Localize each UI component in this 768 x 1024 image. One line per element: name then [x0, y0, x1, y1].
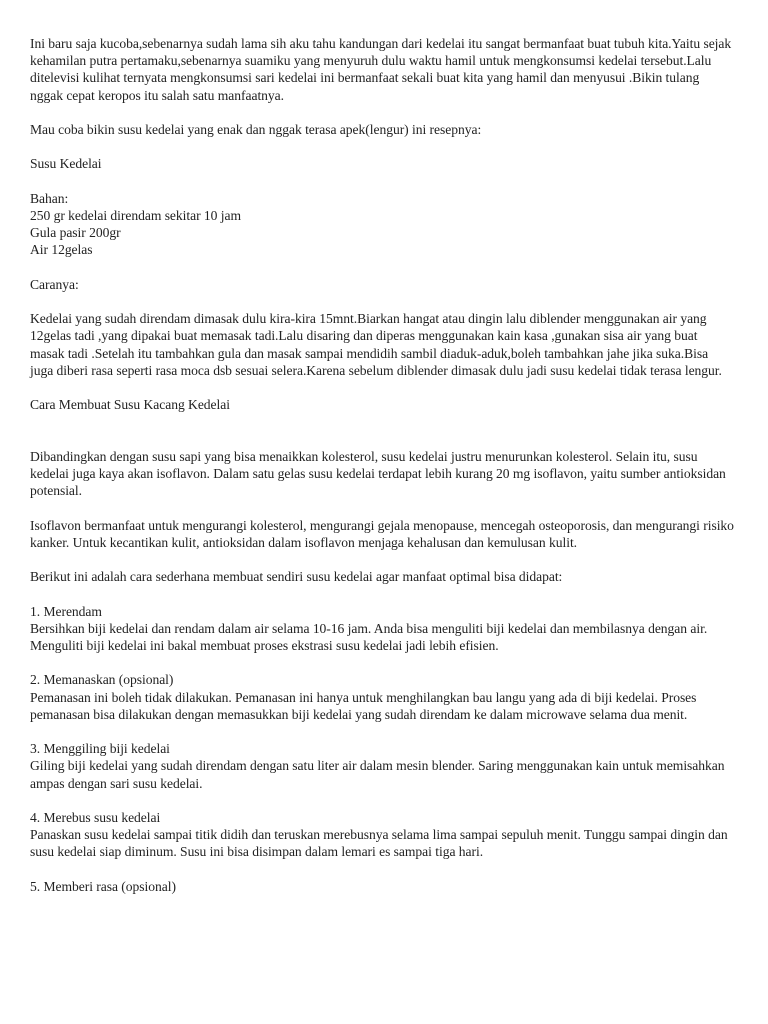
method-label: Caranya:	[30, 276, 79, 292]
step-title: 1. Merendam	[30, 603, 102, 619]
step-block	[30, 809, 734, 861]
ingredients-label: Bahan:	[30, 190, 69, 206]
ingredients-block	[30, 190, 734, 259]
intro-paragraph: Ini baru saja kucoba,sebenarnya sudah lama sih aku tahu kandungan dari kedelai itu sangat bermanfaat buat tubuh kita.Yaitu sejak kehamilan putra pertamaku,sebenarnya suamiku yang menyuruh dulu waktu hamil untuk mengkonsumsi kedelai tersebut.Lalu ditelevisi kulihat ternyata mengkonsumsi sari kedelai ini bermanfaat sekali buat kita yang hamil dan menyusui .Bikin tulang nggak cepat keropos itu salah satu manfaatnya.	[30, 36, 732, 103]
step-title: 5. Memberi rasa (opsional)	[30, 878, 176, 894]
recipe-intro: Mau coba bikin susu kedelai yang enak dan nggak terasa apek(lengur) ini resepnya:	[30, 122, 482, 137]
ingredient-item: Gula pasir 200gr	[30, 225, 121, 241]
step-title: 2. Memanaskan (opsional)	[30, 672, 174, 688]
step-body: Giling biji kedelai yang sudah direndam dengan satu liter air dalam mesin blender. Saring menggunakan kain untuk memisahkan ampas dengan sari susu kedelai.	[30, 758, 725, 791]
isoflavon-paragraph: Isoflavon bermanfaat untuk mengurangi kolesterol, mengurangi gejala menopause, mencegah osteoporosis, dan mengurangi risiko kanker. Untuk kecantikan kulit, antioksidan dalam isoflavon menjaga kehalusan dan kemulusan kulit.	[30, 517, 734, 550]
step-block	[30, 878, 734, 895]
steps-intro: Berikut ini adalah cara sederhana membuat sendiri susu kedelai agar manfaat optimal bisa didapat:	[30, 569, 563, 585]
step-body: Panaskan susu kedelai sampai titik didih dan teruskan merebusnya selama lima sampai sepuluh menit. Tunggu sampai dingin dan susu kedelai siap diminum. Susu ini bisa disimpan dalam lemari es sampai tiga hari.	[30, 827, 728, 860]
document-page	[30, 35, 734, 895]
ingredient-item: Air 12gelas	[30, 242, 93, 258]
ingredient-item: 250 gr kedelai direndam sekitar 10 jam	[30, 207, 242, 223]
step-body: Bersihkan biji kedelai dan rendam dalam air selama 10-16 jam. Anda bisa menguliti biji kedelai dan membilasnya dengan air. Menguliti biji kedelai ini bakal membuat proses ekstrasi susu kedelai jadi lebih efisien.	[30, 620, 708, 653]
step-title: 3. Menggiling biji kedelai	[30, 741, 170, 757]
step-block	[30, 603, 734, 655]
step-title: 4. Merebus susu kedelai	[30, 809, 161, 825]
step-block	[30, 671, 734, 723]
step-body: Pemanasan ini boleh tidak dilakukan. Pemanasan ini hanya untuk menghilangkan bau langu yang ada di biji kedelai. Proses pemanasan bisa dilakukan dengan memasukkan biji kedelai yang sudah direndam ke dalam microwave selama dua menit.	[30, 689, 697, 722]
step-block	[30, 740, 734, 792]
cholesterol-paragraph: Dibandingkan dengan susu sapi yang bisa menaikkan kolesterol, susu kedelai justru menurunkan kolesterol. Selain itu, susu kedelai juga kaya akan isoflavon. Dalam satu gelas susu kedelai terdapat lebih kurang 20 mg isoflavon, yaitu sumber antioksidan potensial.	[30, 448, 726, 499]
method-paragraph: Kedelai yang sudah direndam dimasak dulu kira-kira 15mnt.Biarkan hangat atau dingin lalu diblender menggunakan air yang 12gelas tadi ,yang dipakai buat memasak tadi.Lalu disaring dan diperas menggunakan kain kasa ,gunakan sisa air yang buat masak tadi .Setelah itu tambahkan gula dan masak sampai mendidih sambil diaduk-aduk,boleh tambahkan jahe jika suka.Bisa juga diberi rasa seperti rasa moca dsb sesuai selera.Karena sebelum diblender dimasak dulu jadi susu kedelai tidak terasa lengur.	[30, 311, 722, 378]
section-title: Cara Membuat Susu Kacang Kedelai	[30, 397, 230, 413]
recipe-title: Susu Kedelai	[30, 156, 102, 172]
